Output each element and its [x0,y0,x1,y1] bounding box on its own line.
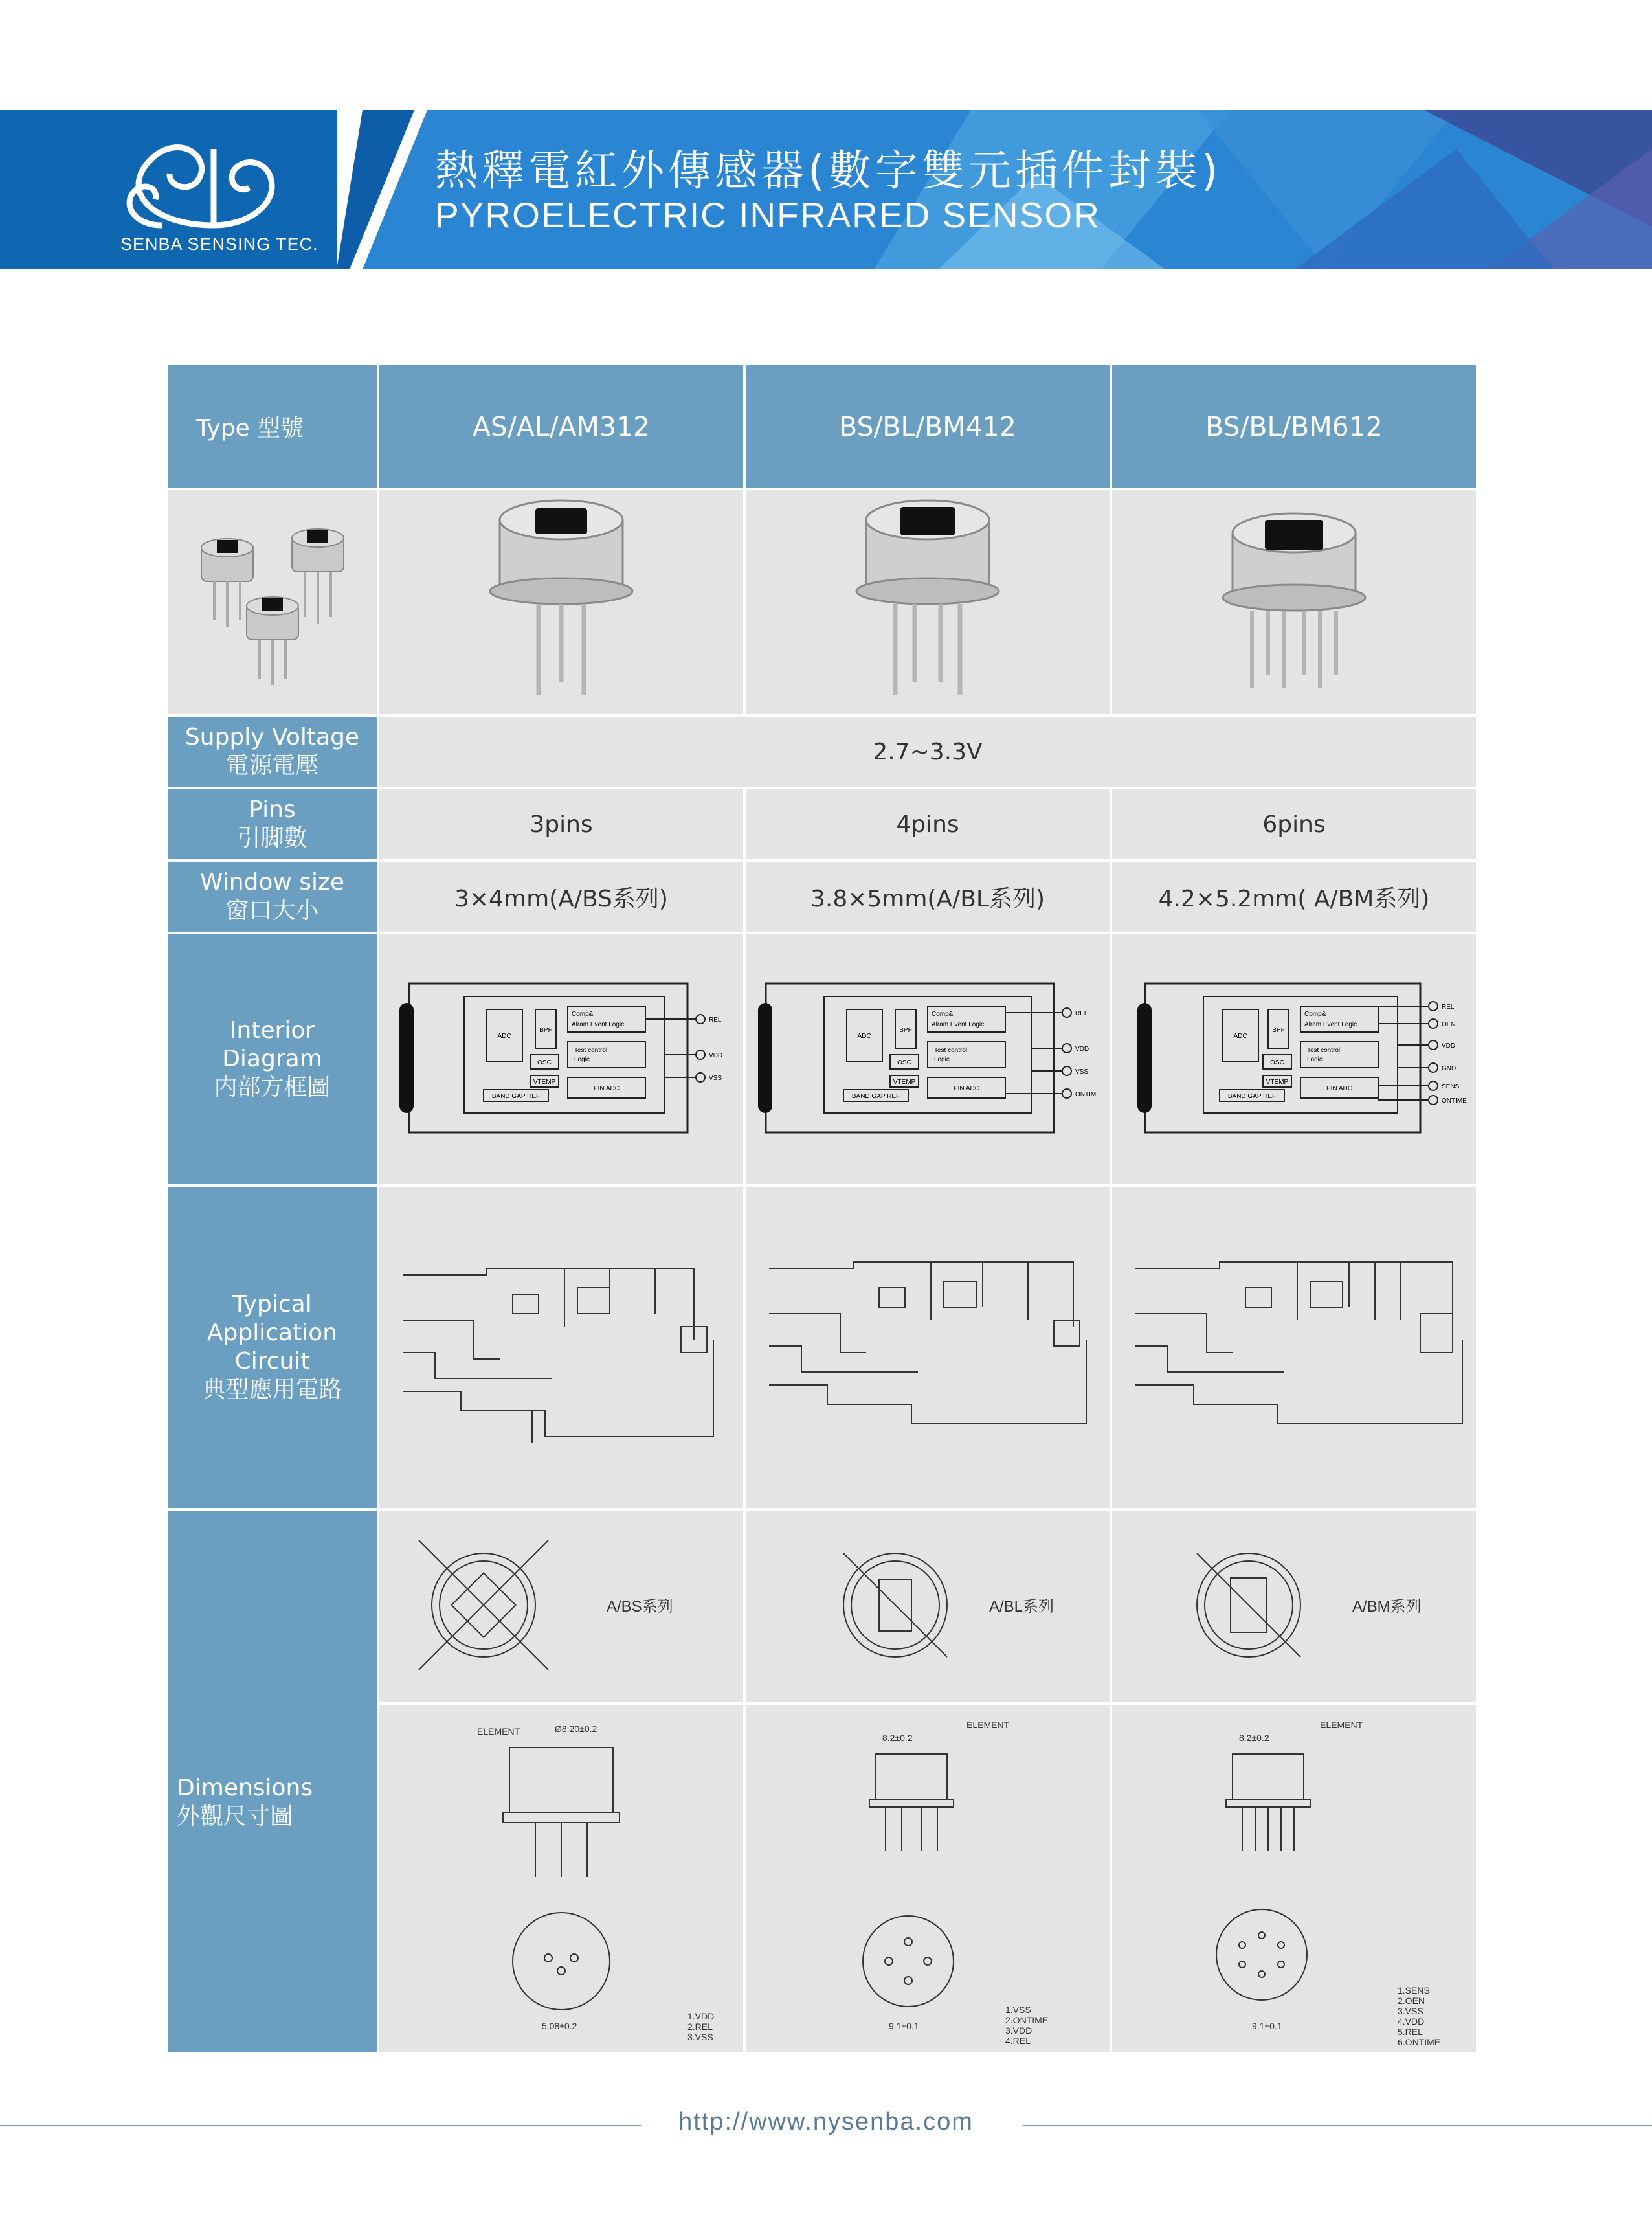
adc-label: ADC [1233,1033,1247,1040]
interior-diagram-row [166,933,1477,1186]
series-label-312: A/BS系列 [607,1598,673,1615]
interior-label-en2: Diagram [222,1046,322,1073]
bpf-label: BPF [539,1027,552,1034]
base-label: 9.1±0.1 [1252,2021,1282,2031]
pin-rel: REL [1075,1010,1088,1017]
dimensions-label-en: Dimensions [177,1775,313,1801]
logic-label: Logic [1307,1056,1323,1063]
test-label: Test control [1307,1047,1341,1054]
pins-label-en: Pins [249,796,296,824]
alarm-label: Alram Event Logic [572,1021,625,1028]
supply-voltage-label-cn: 電源電壓 [225,752,319,779]
legend-612-5: 5.REL [1398,2027,1423,2037]
legend-312-3: 3.VSS [687,2032,713,2042]
sensor-photo-412 [744,489,1111,715]
circuit-312 [378,1186,744,1509]
legend-312-1: 1.VDD [687,2011,715,2021]
dim-side-612 [1111,1703,1477,2053]
interior-label-cn: 内部方框圖 [214,1074,331,1101]
series-label-412: A/BL系列 [989,1598,1055,1615]
pins-612: 6pins [1111,788,1477,860]
photo-row [166,489,1477,715]
circuit-612 [1111,1186,1477,1509]
small-sensor-2 [292,529,344,624]
comp-label: Comp& [932,1011,954,1018]
type-row [166,364,1477,489]
supply-voltage-row [166,715,1477,788]
spec-table [165,363,1479,2054]
company-name: SENBA SENSING TEC. [120,234,318,254]
interior-diagram-612 [1111,933,1477,1186]
test-label: Test control [934,1047,968,1054]
legend-612-4: 4.VDD [1398,2016,1425,2027]
sensor-photo-612 [1111,489,1477,715]
alarm-label: Alram Event Logic [932,1021,985,1028]
title-chinese: 熱釋電紅外傳感器(數字雙元插件封裝) [435,146,1222,196]
legend-612-6: 6.ONTIME [1398,2037,1441,2045]
circuit-412 [744,1186,1111,1509]
base-label: 9.1±0.1 [889,2021,919,2031]
pinadc-label: PIN ADC [593,1085,620,1092]
interior-diagram-312 [378,933,744,1186]
dim-top-412 [744,1509,1111,1703]
pin-vss: VSS [709,1075,722,1082]
supply-voltage-value: 2.7~3.3V [378,715,1477,788]
element-label: ELEMENT [477,1726,520,1737]
pin-vss: VSS [1075,1068,1089,1075]
circuit-label-en2: Application [206,1320,338,1347]
logic-label: Logic [574,1056,590,1063]
pin-ontime: ONTIME [1075,1091,1100,1098]
legend-412-1: 1.VSS [1005,2005,1031,2015]
element-label: ELEMENT [1320,1720,1363,1730]
logic-label: Logic [934,1056,950,1063]
window-312: 3×4mm(A/BS系列) [378,860,744,933]
window-size-label [166,860,378,933]
legend-312-2: 2.REL [687,2021,713,2032]
dim-side-412 [744,1703,1111,2053]
dimensions-top-row [166,1509,1477,1703]
pins-label [166,788,378,860]
legend-412-2: 2.ONTIME [1005,2015,1049,2025]
supply-voltage-label-en: Supply Voltage [184,724,360,751]
type-label: Type 型號 [166,364,378,489]
footer-url[interactable]: http://www.nysenba.com [678,2108,974,2135]
legend-612-3: 3.VSS [1398,2006,1423,2016]
osc-label: OSC [537,1059,552,1066]
title-english: PYROELECTRIC INFRARED SENSOR [435,195,1100,235]
interior-label-en1: Interior [229,1017,315,1044]
adc-label: ADC [857,1033,871,1040]
circuit-label-en1: Typical [232,1291,312,1318]
dim-top-312 [378,1509,744,1703]
bpf-label: BPF [899,1027,912,1034]
window-size-label-cn: 窗口大小 [225,897,319,924]
pins-row [166,788,1477,860]
bandgap-label: BAND GAP REF [851,1093,900,1100]
legend-612-2: 2.OEN [1398,1996,1425,2006]
series-label-612: A/BM系列 [1352,1598,1422,1615]
test-label: Test control [574,1047,608,1054]
legend-412-4: 4.REL [1005,2036,1031,2045]
pin-gnd: GND [1442,1065,1457,1072]
model-612: BS/BL/BM612 [1111,364,1477,489]
legend-612-1: 1.SENS [1398,1985,1430,1996]
sensor-group-photo [166,489,378,715]
typical-circuit-label [166,1186,378,1509]
comp-label: Comp& [572,1011,594,1018]
window-612: 4.2×5.2mm( A/BM系列) [1111,860,1477,933]
legend-412-3: 3.VDD [1005,2025,1032,2036]
sensor-photo-312 [378,489,744,715]
circuit-label-cn: 典型應用電路 [202,1376,342,1403]
model-412: BS/BL/BM412 [744,364,1111,489]
circuit-label-en3: Circuit [234,1348,310,1375]
model-312: AS/AL/AM312 [378,364,744,489]
alarm-label: Alram Event Logic [1304,1021,1357,1028]
diameter-label: Ø8.20±0.2 [555,1724,597,1734]
diameter-label: 8.2±0.2 [882,1733,913,1743]
pin-rel: REL [709,1017,722,1024]
pins-412: 4pins [744,788,1111,860]
bpf-label: BPF [1272,1027,1285,1034]
pins-312: 3pins [378,788,744,860]
pin-vdd: VDD [1075,1046,1089,1053]
bandgap-label: BAND GAP REF [491,1093,541,1100]
interior-diagram-label [166,933,378,1186]
diameter-label: 8.2±0.2 [1239,1733,1269,1743]
pin-vdd: VDD [709,1052,723,1059]
pitch-label: 5.08±0.2 [542,2021,577,2031]
header-banner [0,110,1652,269]
element-label: ELEMENT [966,1720,1010,1730]
adc-label: ADC [497,1033,511,1040]
pin-ontime: ONTIME [1442,1097,1467,1105]
dimensions-label-cn: 外觀尺寸圖 [177,1803,294,1830]
pinadc-label: PIN ADC [1326,1085,1353,1092]
vtemp-label: VTEMP [1266,1079,1289,1086]
pin-sens: SENS [1442,1083,1460,1090]
vtemp-label: VTEMP [893,1079,916,1086]
bandgap-label: BAND GAP REF [1227,1093,1277,1100]
typical-circuit-row [166,1186,1477,1509]
window-412: 3.8×5mm(A/BL系列) [744,860,1111,933]
small-sensor-3 [247,597,298,685]
pins-label-cn: 引脚數 [237,825,307,851]
osc-label: OSC [1270,1059,1284,1066]
osc-label: OSC [897,1059,911,1066]
comp-label: Comp& [1304,1011,1326,1018]
pin-oen: OEN [1442,1021,1456,1028]
small-sensor-1 [201,539,253,627]
pin-rel: REL [1442,1004,1455,1011]
supply-voltage-label [166,715,378,788]
interior-diagram-412 [744,933,1111,1186]
pinadc-label: PIN ADC [953,1085,980,1092]
dim-top-612 [1111,1509,1477,1703]
dim-side-312 [378,1703,744,2053]
pin-vdd: VDD [1442,1042,1456,1050]
vtemp-label: VTEMP [533,1079,556,1086]
dimensions-label [177,1774,313,1831]
window-size-label-en: Window size [199,869,345,896]
window-size-row [166,860,1477,933]
